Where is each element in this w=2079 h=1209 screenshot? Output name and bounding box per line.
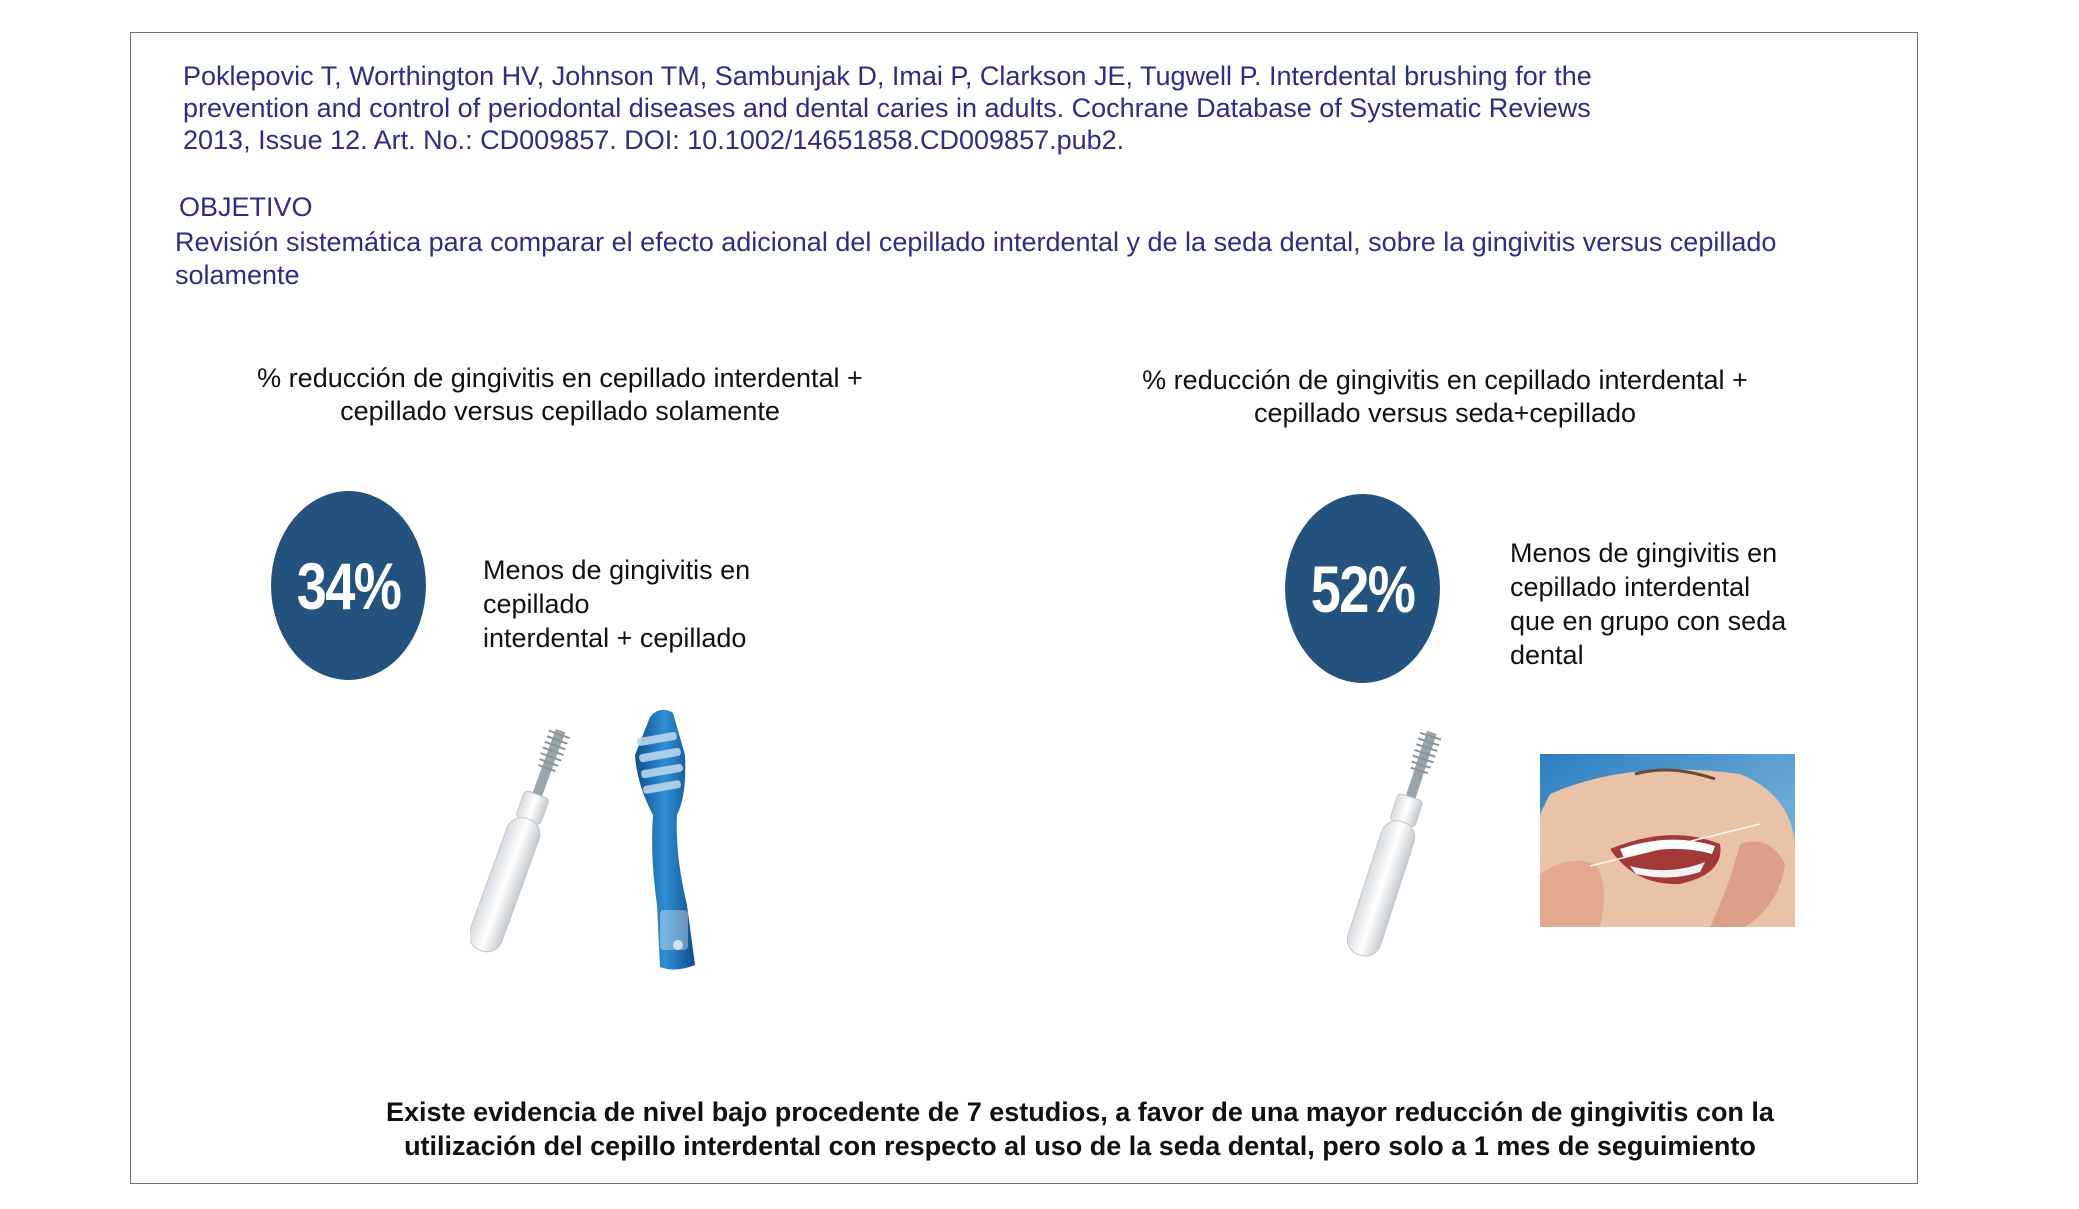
toothbrush-icon [615, 705, 725, 975]
interdental-brush-icon [470, 715, 580, 965]
right-column-title [1075, 364, 1815, 430]
flossing-photo [1540, 754, 1795, 927]
right-percent-circle: 52% [1285, 494, 1440, 683]
conclusion-line-2: utilización del cepillo interdental con respecto al uso de la seda dental, pero solo a 1 mes de seguimiento [404, 1131, 1756, 1161]
left-circle-description [483, 553, 750, 655]
left-desc-line-1: Menos de gingivitis en [483, 555, 751, 585]
citation-line-2: prevention and control of periodontal diseases and dental caries in adults. Cochrane Database of Systematic Reviews [183, 93, 1591, 123]
citation-line-3: 2013, Issue 12. Art. No.: CD009857. DOI: 10.1002/14651858.CD009857.pub2. [183, 125, 1125, 155]
left-title-line-2: cepillado versus cepillado solamente [340, 396, 780, 426]
objective-text: Revisión sistemática para comparar el efecto adicional del cepillado interdental y de la seda dental, sobre la gingivitis versus cepillado solamente [175, 227, 1777, 290]
right-circle-description [1510, 536, 1786, 672]
right-title-line-2: cepillado versus seda+cepillado [1254, 398, 1636, 428]
left-title-line-1: % reducción de gingivitis en cepillado interdental + [257, 363, 863, 393]
interdental-brush-icon [1345, 718, 1455, 968]
citation-line-1: Poklepovic T, Worthington HV, Johnson TM, Sambunjak D, Imai P, Clarkson JE, Tugwell P. Interdental brushing for the [183, 61, 1592, 91]
left-percent-circle: 34% [271, 491, 426, 680]
right-title-line-1: % reducción de gingivitis en cepillado interdental + [1142, 365, 1748, 395]
conclusion-line-1: Existe evidencia de nivel bajo procedente de 7 estudios, a favor de una mayor reducción de gingivitis con la [386, 1097, 1774, 1127]
right-desc-line-2: cepillado interdental [1510, 572, 1751, 602]
citation-reference [183, 60, 1743, 156]
objective-heading: OBJETIVO [179, 192, 313, 222]
right-desc-line-3: que en grupo con seda [1510, 606, 1787, 636]
left-column-title [190, 362, 930, 428]
left-desc-line-2: cepillado [483, 589, 590, 619]
right-desc-line-4: dental [1510, 640, 1584, 670]
right-desc-line-1: Menos de gingivitis en [1510, 538, 1778, 568]
conclusion-text [300, 1095, 1860, 1163]
left-desc-line-3: interdental + cepillado [483, 623, 747, 653]
